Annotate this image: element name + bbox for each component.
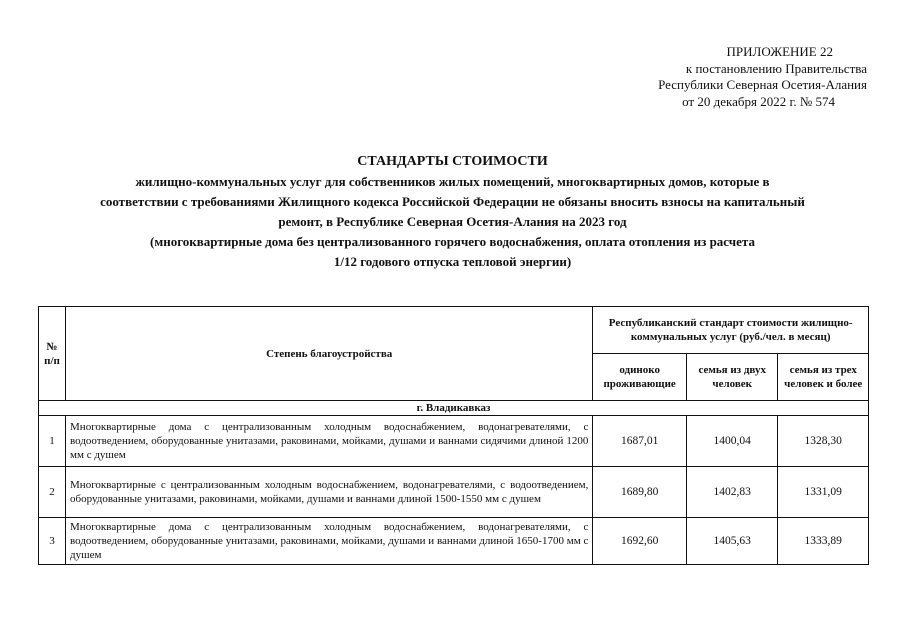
header-description: Степень благоустройства [66, 307, 593, 401]
appendix-date: от 20 декабря 2022 г. № 574 [682, 93, 835, 109]
table-row [39, 518, 869, 565]
row-value-three: 1333,89 [778, 518, 869, 565]
standards-table [38, 306, 869, 565]
appendix-resolution: к постановлению Правительства [685, 60, 867, 76]
table-row [39, 416, 869, 467]
row-value-two: 1402,83 [686, 467, 778, 518]
title-line-5: (многоквартирные дома без централизованного горячего водоснабжения, оплата отопления из расчета [150, 234, 755, 249]
row-value-single: 1687,01 [593, 416, 687, 467]
title-line-4: ремонт, в Республике Северная Осетия-Алания на 2023 год [278, 214, 627, 229]
city-name: г. Владикавказ [39, 401, 869, 416]
title-main: СТАНДАРТЫ СТОИМОСТИ [357, 154, 548, 169]
row-value-two: 1400,04 [686, 416, 778, 467]
title-line-6: 1/12 годового отпуска тепловой энергии) [333, 254, 572, 269]
table-header-row [39, 307, 869, 354]
title-line-3: соответствии с требованиями Жилищного кодекса Российской Федерации не обязаны вносить взносы на капитальный [100, 194, 805, 209]
header-single: одиноко проживающие [593, 354, 687, 401]
table-row [39, 467, 869, 518]
row-number: 3 [39, 518, 66, 565]
appendix-number: ПРИЛОЖЕНИЕ 22 [726, 44, 833, 59]
row-value-single: 1692,60 [593, 518, 687, 565]
row-description: Многоквартирные дома с централизованным холодным водоснабжением, водонагревателями, с водоотведением, оборудованные унитазами, раковинами, мойками, душами и ваннами сидячими длиной 1200 мм с душем [66, 416, 593, 467]
appendix-government: Республики Северная Осетия-Алания [658, 77, 867, 92]
header-group: Республиканский стандарт стоимости жилищно-коммунальных услуг (руб./чел. в месяц) [593, 307, 869, 354]
row-value-three: 1331,09 [778, 467, 869, 518]
row-description: Многоквартирные с централизованным холодным водоснабжением, водонагревателями, с водоотведением, оборудованные унитазами, раковинами, мойками, душами и ваннами длиной 1500-1550 мм с душем [66, 467, 593, 518]
row-description: Многоквартирные дома с централизованным холодным водоснабжением, водонагревателями, с водоотведением, оборудованные унитазами, раковинами, мойками, душами и ваннами длиной 1650-1700 мм с душем [66, 518, 593, 565]
header-two-people: семья из двух человек [686, 354, 778, 401]
city-row [39, 401, 869, 416]
header-number: № п/п [39, 307, 66, 401]
row-value-three: 1328,30 [778, 416, 869, 467]
title-line-2: жилищно-коммунальных услуг для собственников жилых помещений, многоквартирных домов, которые в [135, 174, 770, 189]
appendix-header [607, 44, 867, 110]
row-value-two: 1405,63 [686, 518, 778, 565]
header-three-plus: семья из трех человек и более [778, 354, 869, 401]
row-value-single: 1689,80 [593, 467, 687, 518]
row-number: 1 [39, 416, 66, 467]
document-title [30, 152, 875, 272]
row-number: 2 [39, 467, 66, 518]
